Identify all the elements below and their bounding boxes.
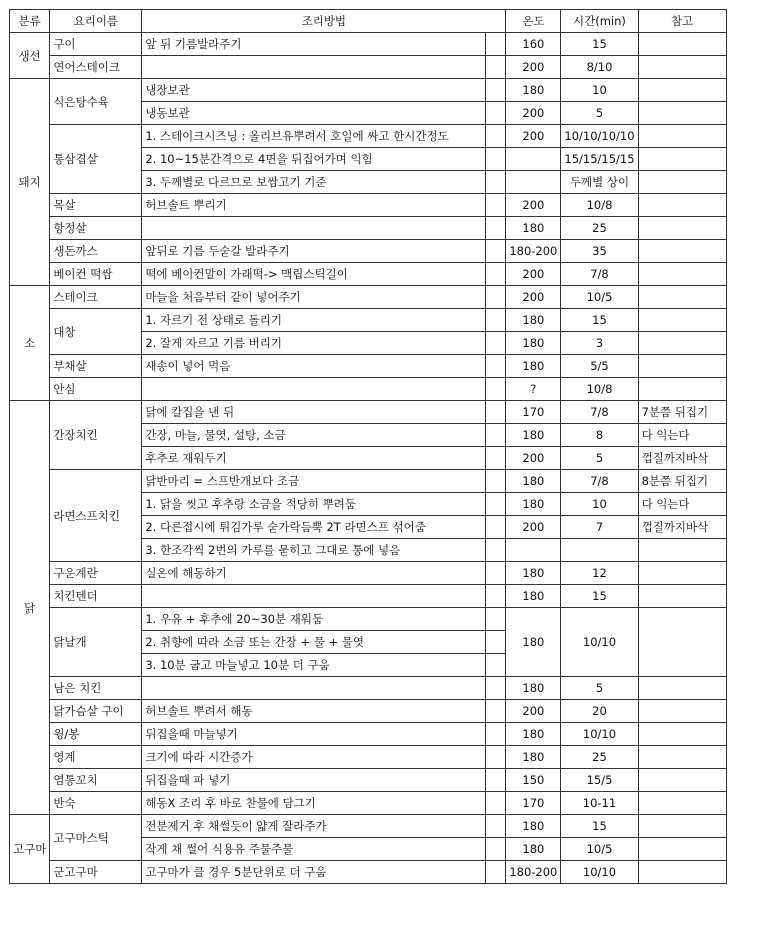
header-note: 참고 <box>638 10 726 33</box>
temperature-cell <box>506 171 561 194</box>
time-cell: 15 <box>561 585 638 608</box>
temperature-cell: 180 <box>506 355 561 378</box>
method-spacer-cell <box>486 838 506 861</box>
time-cell: 10/10 <box>561 723 638 746</box>
method-spacer-cell <box>486 401 506 424</box>
method-cell: 앞뒤로 기름 두숟갈 발라주기 <box>142 240 486 263</box>
temperature-cell: 180 <box>506 677 561 700</box>
time-cell: 7/8 <box>561 470 638 493</box>
table-row <box>10 723 727 746</box>
temperature-cell: 180 <box>506 746 561 769</box>
temperature-cell: 200 <box>506 700 561 723</box>
time-cell: 20 <box>561 700 638 723</box>
time-cell: 10 <box>561 493 638 516</box>
method-cell: 작게 채 썰어 식용유 주물주물 <box>142 838 486 861</box>
category-cell: 소 <box>10 286 50 401</box>
dish-name-cell: 구운계란 <box>50 562 142 585</box>
method-spacer-cell <box>486 608 506 631</box>
dish-name-cell: 닭날개 <box>50 608 142 677</box>
time-cell: 두께별 상이 <box>561 171 638 194</box>
method-cell: 3. 한조각씩 2번의 가루를 묻히고 그대로 통에 넣음 <box>142 539 486 562</box>
method-spacer-cell <box>486 378 506 401</box>
temperature-cell: 180 <box>506 723 561 746</box>
time-cell: 10/8 <box>561 194 638 217</box>
method-spacer-cell <box>486 424 506 447</box>
header-category: 분류 <box>10 10 50 33</box>
method-cell: 뒤집을때 마늘넣기 <box>142 723 486 746</box>
method-spacer-cell <box>486 769 506 792</box>
table-row <box>10 56 727 79</box>
method-spacer-cell <box>486 240 506 263</box>
method-cell: 2. 잘게 자르고 기름 버리기 <box>142 332 486 355</box>
note-cell <box>638 148 726 171</box>
table-row <box>10 309 727 332</box>
method-spacer-cell <box>486 493 506 516</box>
time-cell: 25 <box>561 746 638 769</box>
method-cell: 3. 10분 굽고 마늘넣고 10분 더 구움 <box>142 654 486 677</box>
dish-name-cell: 남은 치킨 <box>50 677 142 700</box>
dish-name-cell: 염통꼬치 <box>50 769 142 792</box>
note-cell <box>638 815 726 838</box>
temperature-cell: 180 <box>506 79 561 102</box>
note-cell: 껍질까지바삭 <box>638 516 726 539</box>
table-row <box>10 562 727 585</box>
temperature-cell: 180 <box>506 309 561 332</box>
method-cell: 냉장보관 <box>142 79 486 102</box>
method-spacer-cell <box>486 355 506 378</box>
method-cell: 해동X 조리 후 바로 찬물에 담그기 <box>142 792 486 815</box>
temperature-cell: 150 <box>506 769 561 792</box>
table-row <box>10 125 727 148</box>
temperature-cell <box>506 539 561 562</box>
note-cell: 다 익는다 <box>638 493 726 516</box>
note-cell <box>638 286 726 309</box>
method-cell: 허브솔트 뿌려서 해동 <box>142 700 486 723</box>
method-cell: 닭에 칼집을 낸 뒤 <box>142 401 486 424</box>
method-spacer-cell <box>486 631 506 654</box>
time-cell: 5 <box>561 677 638 700</box>
note-cell <box>638 539 726 562</box>
dish-name-cell: 라면스프치킨 <box>50 470 142 562</box>
temperature-cell: 180 <box>506 424 561 447</box>
method-cell: 냉동보관 <box>142 102 486 125</box>
temperature-cell: 170 <box>506 401 561 424</box>
dish-name-cell: 구이 <box>50 33 142 56</box>
temperature-cell: 180 <box>506 562 561 585</box>
method-cell: 전분제거 후 채썰듯이 얇게 잘라주가 <box>142 815 486 838</box>
table-row <box>10 769 727 792</box>
note-cell <box>638 585 726 608</box>
note-cell: 8분쯤 뒤집기 <box>638 470 726 493</box>
method-spacer-cell <box>486 125 506 148</box>
temperature-cell: 180-200 <box>506 240 561 263</box>
method-cell: 1. 스테이크시즈닝 : 올리브유뿌려서 호일에 싸고 한시간정도 <box>142 125 486 148</box>
method-cell: 2. 10~15분간격으로 4면을 뒤집어가며 익힘 <box>142 148 486 171</box>
note-cell <box>638 332 726 355</box>
time-cell <box>561 539 638 562</box>
temperature-cell: 170 <box>506 792 561 815</box>
temperature-cell: 180 <box>506 493 561 516</box>
time-cell: 15/15/15/15 <box>561 148 638 171</box>
note-cell <box>638 378 726 401</box>
dish-name-cell: 목살 <box>50 194 142 217</box>
dish-name-cell: 군고구마 <box>50 861 142 884</box>
note-cell <box>638 171 726 194</box>
table-row <box>10 608 727 631</box>
method-cell: 2. 취향에 따라 소금 또는 간장 + 물 + 물엿 <box>142 631 486 654</box>
dish-name-cell: 베이컨 떡쌈 <box>50 263 142 286</box>
time-cell: 10/5 <box>561 838 638 861</box>
note-cell <box>638 217 726 240</box>
dish-name-cell: 치킨텐더 <box>50 585 142 608</box>
method-cell: 뒤집을때 파 넣기 <box>142 769 486 792</box>
method-spacer-cell <box>486 447 506 470</box>
dish-name-cell: 식은탕수육 <box>50 79 142 125</box>
dish-name-cell: 고구마스틱 <box>50 815 142 861</box>
table-row <box>10 861 727 884</box>
time-cell: 5 <box>561 447 638 470</box>
time-cell: 10/5 <box>561 286 638 309</box>
temperature-cell: 180 <box>506 470 561 493</box>
temperature-cell: 180 <box>506 217 561 240</box>
note-cell: 껍질까지바삭 <box>638 447 726 470</box>
header-time: 시간(min) <box>561 10 638 33</box>
note-cell <box>638 79 726 102</box>
time-cell: 12 <box>561 562 638 585</box>
method-spacer-cell <box>486 309 506 332</box>
table-row <box>10 286 727 309</box>
method-cell: 후추로 재워두기 <box>142 447 486 470</box>
method-spacer-cell <box>486 470 506 493</box>
header-temp: 온도 <box>506 10 561 33</box>
dish-name-cell: 간장치킨 <box>50 401 142 470</box>
method-spacer-cell <box>486 516 506 539</box>
method-spacer-cell <box>486 332 506 355</box>
dish-name-cell: 연어스테이크 <box>50 56 142 79</box>
time-cell: 15 <box>561 309 638 332</box>
dish-name-cell: 반숙 <box>50 792 142 815</box>
dish-name-cell: 스테이크 <box>50 286 142 309</box>
method-spacer-cell <box>486 746 506 769</box>
temperature-cell: 200 <box>506 194 561 217</box>
method-spacer-cell <box>486 33 506 56</box>
method-cell <box>142 217 486 240</box>
category-cell: 돼지 <box>10 79 50 286</box>
time-cell: 7 <box>561 516 638 539</box>
note-cell <box>638 608 726 677</box>
time-cell: 8/10 <box>561 56 638 79</box>
dish-name-cell: 안심 <box>50 378 142 401</box>
method-cell <box>142 585 486 608</box>
method-spacer-cell <box>486 217 506 240</box>
method-spacer-cell <box>486 815 506 838</box>
method-cell: 마늘을 처음부터 같이 넣어주기 <box>142 286 486 309</box>
table-row <box>10 194 727 217</box>
method-cell: 새송이 넣어 먹음 <box>142 355 486 378</box>
temperature-cell: ? <box>506 378 561 401</box>
note-cell <box>638 861 726 884</box>
time-cell: 15/5 <box>561 769 638 792</box>
method-cell: 3. 두께별로 다르므로 보쌈고기 기준 <box>142 171 486 194</box>
dish-name-cell: 통삼겹살 <box>50 125 142 194</box>
method-cell: 고구마가 클 경우 5분단위로 더 구움 <box>142 861 486 884</box>
note-cell <box>638 240 726 263</box>
method-spacer-cell <box>486 171 506 194</box>
method-spacer-cell <box>486 56 506 79</box>
method-cell: 실온에 해동하기 <box>142 562 486 585</box>
note-cell <box>638 700 726 723</box>
time-cell: 5 <box>561 102 638 125</box>
note-cell: 7분쯤 뒤집기 <box>638 401 726 424</box>
temperature-cell: 180-200 <box>506 861 561 884</box>
temperature-cell: 200 <box>506 102 561 125</box>
time-cell: 10/10 <box>561 861 638 884</box>
note-cell <box>638 194 726 217</box>
category-cell: 고구마 <box>10 815 50 884</box>
dish-name-cell: 대창 <box>50 309 142 355</box>
method-spacer-cell <box>486 654 506 677</box>
method-spacer-cell <box>486 792 506 815</box>
note-cell <box>638 562 726 585</box>
note-cell <box>638 56 726 79</box>
method-spacer-cell <box>486 700 506 723</box>
method-cell: 앞 뒤 기름발라주기 <box>142 33 486 56</box>
temperature-cell: 200 <box>506 125 561 148</box>
temperature-cell: 180 <box>506 332 561 355</box>
temperature-cell: 200 <box>506 516 561 539</box>
time-cell: 10 <box>561 79 638 102</box>
time-cell: 25 <box>561 217 638 240</box>
time-cell: 15 <box>561 33 638 56</box>
dish-name-cell: 항정살 <box>50 217 142 240</box>
time-cell: 8 <box>561 424 638 447</box>
method-cell: 떡에 베이컨말이 가래떡-> 맥립스틱길이 <box>142 263 486 286</box>
note-cell <box>638 102 726 125</box>
note-cell <box>638 309 726 332</box>
note-cell <box>638 677 726 700</box>
recipe-sheet <box>9 9 727 884</box>
dish-name-cell: 윙/봉 <box>50 723 142 746</box>
note-cell <box>638 355 726 378</box>
time-cell: 5/5 <box>561 355 638 378</box>
method-cell: 1. 우유 + 후추에 20~30분 재워둠 <box>142 608 486 631</box>
table-row <box>10 792 727 815</box>
dish-name-cell: 생돈까스 <box>50 240 142 263</box>
category-cell: 생선 <box>10 33 50 79</box>
table-row <box>10 815 727 838</box>
note-cell <box>638 723 726 746</box>
method-cell: 간장, 마늘, 물엿, 설탕, 소금 <box>142 424 486 447</box>
method-spacer-cell <box>486 677 506 700</box>
temperature-cell <box>506 148 561 171</box>
table-row <box>10 401 727 424</box>
table-row <box>10 79 727 102</box>
method-spacer-cell <box>486 286 506 309</box>
table-row <box>10 355 727 378</box>
dish-name-cell: 부채살 <box>50 355 142 378</box>
time-cell: 10-11 <box>561 792 638 815</box>
method-cell: 1. 자르기 전 상태로 돌리기 <box>142 309 486 332</box>
table-row <box>10 33 727 56</box>
note-cell: 다 익는다 <box>638 424 726 447</box>
temperature-cell: 180 <box>506 838 561 861</box>
time-cell: 3 <box>561 332 638 355</box>
table-row <box>10 677 727 700</box>
table-row <box>10 240 727 263</box>
method-cell: 허브솔트 뿌리기 <box>142 194 486 217</box>
dish-name-cell: 닭가슴살 구이 <box>50 700 142 723</box>
note-cell <box>638 792 726 815</box>
temperature-cell: 200 <box>506 263 561 286</box>
temperature-cell: 160 <box>506 33 561 56</box>
temperature-cell: 200 <box>506 447 561 470</box>
table-body <box>10 33 727 884</box>
table-row <box>10 217 727 240</box>
table-row <box>10 470 727 493</box>
method-spacer-cell <box>486 562 506 585</box>
method-spacer-cell <box>486 723 506 746</box>
method-cell: 닭반마리 = 스프반개보다 조금 <box>142 470 486 493</box>
method-spacer-cell <box>486 194 506 217</box>
note-cell <box>638 746 726 769</box>
header-row <box>10 10 727 33</box>
method-spacer-cell <box>486 263 506 286</box>
method-cell: 1. 닭을 씻고 후추랑 소금을 적당히 뿌려둠 <box>142 493 486 516</box>
time-cell: 10/10/10/10 <box>561 125 638 148</box>
category-cell: 닭 <box>10 401 50 815</box>
dish-name-cell: 영계 <box>50 746 142 769</box>
time-cell: 35 <box>561 240 638 263</box>
temperature-cell: 200 <box>506 56 561 79</box>
table-row <box>10 263 727 286</box>
cooking-table <box>9 9 727 884</box>
method-spacer-cell <box>486 585 506 608</box>
table-row <box>10 585 727 608</box>
note-cell <box>638 838 726 861</box>
note-cell <box>638 125 726 148</box>
table-row <box>10 378 727 401</box>
table-row <box>10 700 727 723</box>
temperature-cell: 180 <box>506 815 561 838</box>
note-cell <box>638 769 726 792</box>
method-cell <box>142 56 486 79</box>
temperature-cell: 180 <box>506 585 561 608</box>
header-name: 요리이름 <box>50 10 142 33</box>
method-spacer-cell <box>486 539 506 562</box>
method-cell <box>142 677 486 700</box>
time-cell: 10/10 <box>561 608 638 677</box>
method-cell: 2. 다른접시에 튀김가루 숟가락듬뿍 2T 라면스프 섞어줌 <box>142 516 486 539</box>
header-method: 조리방법 <box>142 10 506 33</box>
table-row <box>10 746 727 769</box>
method-spacer-cell <box>486 102 506 125</box>
time-cell: 7/8 <box>561 263 638 286</box>
temperature-cell: 200 <box>506 286 561 309</box>
time-cell: 15 <box>561 815 638 838</box>
temperature-cell: 180 <box>506 608 561 677</box>
note-cell <box>638 263 726 286</box>
note-cell <box>638 33 726 56</box>
time-cell: 10/8 <box>561 378 638 401</box>
method-cell <box>142 378 486 401</box>
method-cell: 크기에 따라 시간증가 <box>142 746 486 769</box>
method-spacer-cell <box>486 148 506 171</box>
method-spacer-cell <box>486 79 506 102</box>
time-cell: 7/8 <box>561 401 638 424</box>
method-spacer-cell <box>486 861 506 884</box>
